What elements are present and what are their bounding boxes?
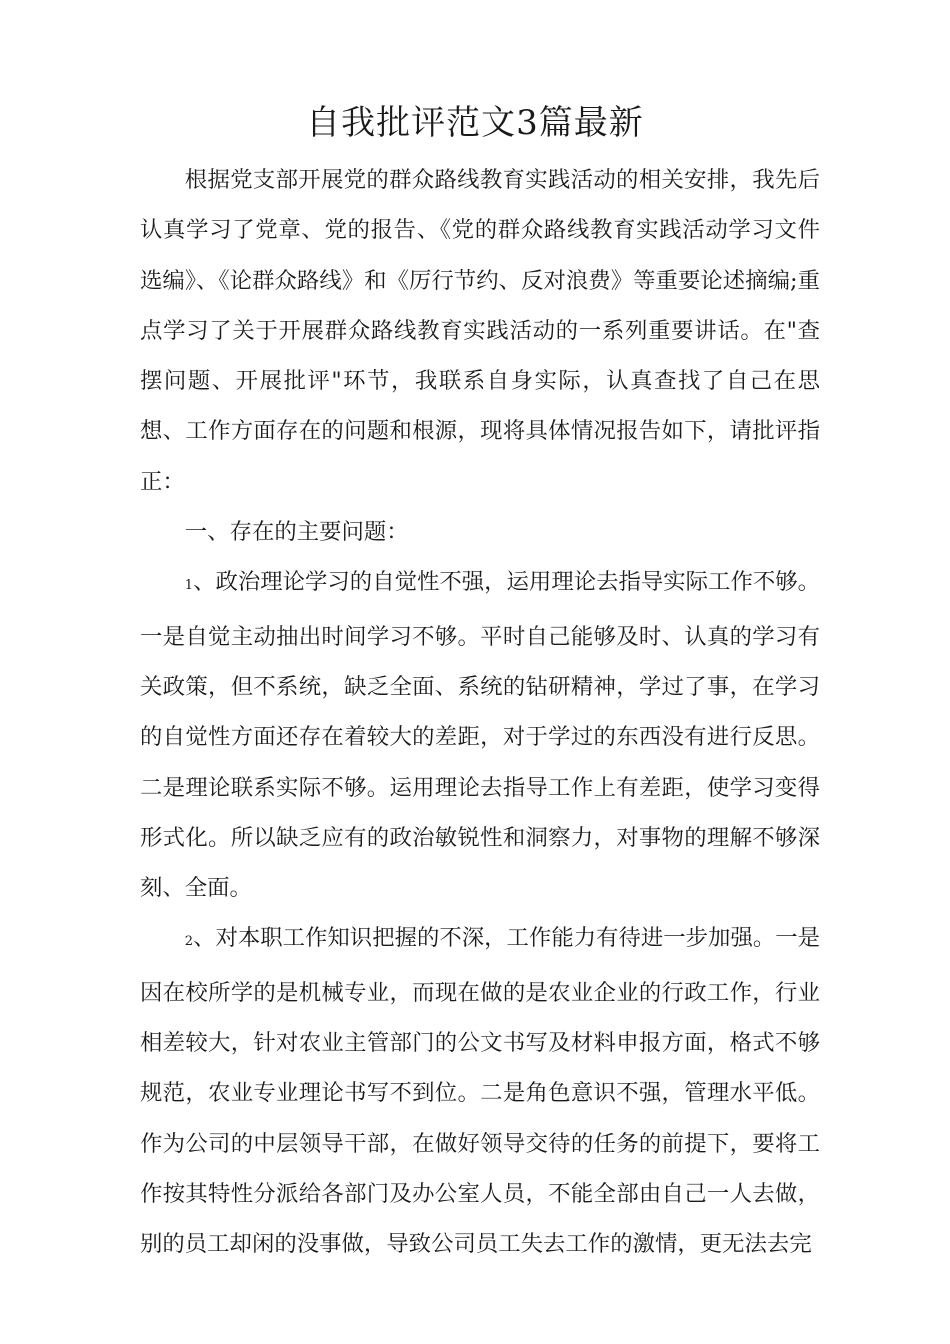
item-number: 1	[184, 578, 194, 594]
problem-paragraph-1	[140, 557, 820, 913]
problem-text: 、对本职工作知识把握的不深，工作能力有待进一步加强。一是因在校所学的是机械专业，而现在做的是农业企业的行政工作，行业相差较大，针对农业主管部门的公文书写及材料申报方面，格式不够规范，农业专业理论书写不到位。二是角色意识不强，管理水平低。作为公司的中层领导干部，在做好领导交待的任务的前提下，要将工作按其特性分派给各部门及办公室人员，不能全部由自己一人去做，别的员工却闲的没事做，导致公司员工失去工作的激情，更无法去完	[140, 925, 821, 1258]
item-number: 2	[184, 934, 194, 950]
document-title: 自我批评范文3篇最新	[306, 103, 644, 143]
intro-paragraph: 根据党支部开展党的群众路线教育实践活动的相关安排，我先后认真学习了党章、党的报告、《党的群众路线教育实践活动学习文件选编》、《论群众路线》和《厉行节约、反对浪费》等重要论述摘编;重点学习了关于开展群众路线教育实践活动的一系列重要讲话。在"查摆问题、开展批评"环节，我联系自身实际，认真查找了自己在思想、工作方面存在的问题和根源，现将具体情况报告如下，请批评指正：	[140, 167, 820, 495]
problem-text: 、政治理论学习的自觉性不强，运用理论去指导实际工作不够。一是自觉主动抽出时间学习不够。平时自己能够及时、认真的学习有关政策，但不系统，缺乏全面、系统的钻研精神，学过了事，在学习的自觉性方面还存在着较大的差距，对于学过的东西没有进行反思。二是理论联系实际不够。运用理论去指导工作上有差距，使学习变得形式化。所以缺乏应有的政治敏锐性和洞察力，对事物的理解不够深刻、全面。	[140, 569, 821, 902]
problem-paragraph-2	[140, 913, 820, 1269]
section-heading-problems: 一、存在的主要问题：	[184, 519, 409, 546]
document-body	[140, 155, 820, 1270]
